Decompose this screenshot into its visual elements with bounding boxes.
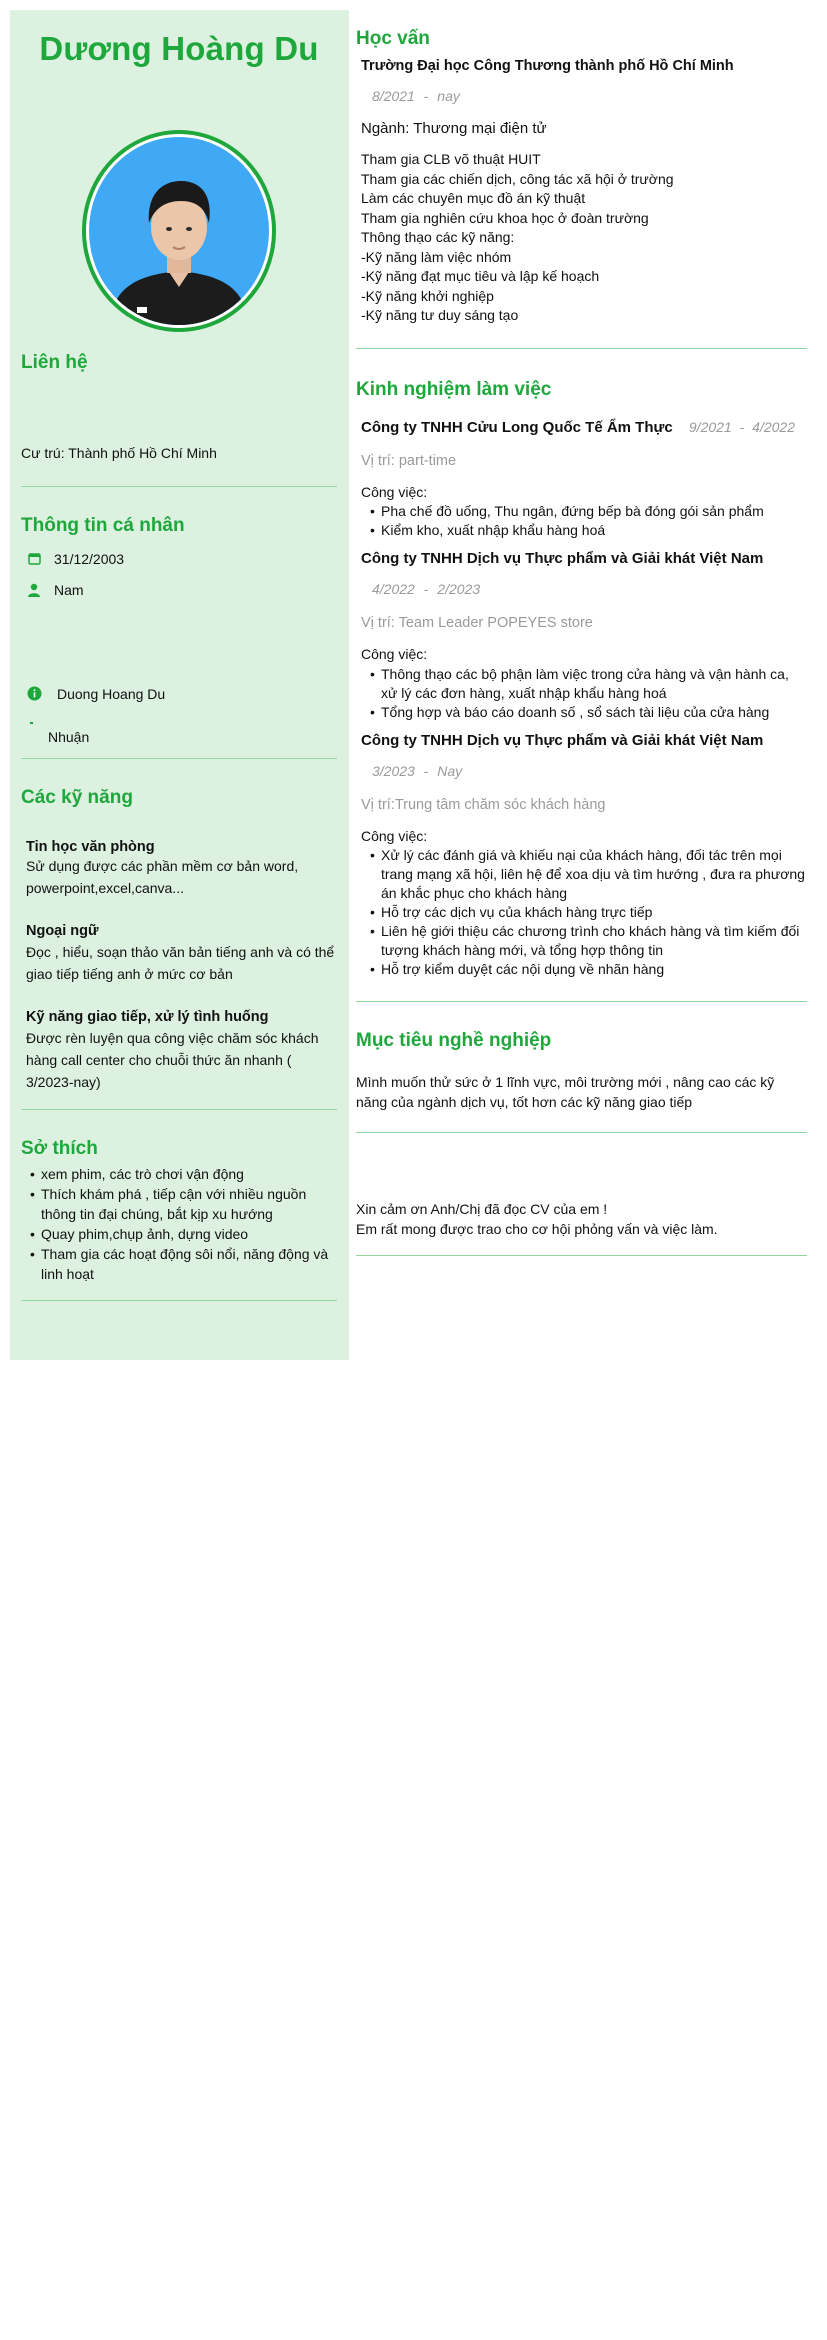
profile-photo: [89, 137, 269, 325]
date-end: nay: [437, 88, 460, 104]
job-position: Vị trí: Team Leader POPEYES store: [361, 615, 593, 631]
calendar-icon: [26, 551, 42, 567]
company-name: Công ty TNHH Dịch vụ Thực phẩm và Giải khát Việt Nam: [361, 550, 764, 567]
job-position: Vị trí: part-time: [361, 452, 457, 469]
contact-title: Liên hệ: [21, 352, 88, 373]
skill-name: Ngoại ngữ: [26, 922, 99, 939]
date-end: Nay: [437, 762, 463, 779]
dot-icon: [24, 716, 40, 732]
education-lines: [356, 150, 807, 326]
job-dates: [361, 581, 807, 597]
major: Ngành: Thương mại điện tử: [361, 120, 547, 137]
job-dates: [689, 419, 795, 436]
education-line: -Kỹ năng làm việc nhóm: [361, 248, 512, 265]
main-content: [356, 0, 807, 1256]
date-sep: -: [423, 762, 429, 779]
birthday: 31/12/2003: [54, 550, 125, 567]
list-item: • Quay phim,chụp ảnh, dựng video: [21, 1224, 337, 1244]
education-line: Làm các chuyên mục đồ án kỹ thuật: [361, 190, 586, 206]
divider: [21, 486, 337, 487]
date-start: 3/2023: [372, 762, 415, 779]
list-item: • Thông thạo các bộ phận làm việc trong cửa hàng và vận hành ca, xử lý các đơn hàng, xuất nhập khẩu hàng hoá: [361, 665, 807, 703]
task-list: [361, 846, 807, 979]
experience-title: Kinh nghiệm làm việc: [356, 378, 552, 400]
skill-name: Kỹ năng giao tiếp, xử lý tình huống: [26, 1008, 269, 1025]
skill-desc: Được rèn luyện qua công việc chăm sóc khách hàng call center cho chuỗi thức ăn nhanh ( 3/2023-nay): [26, 1029, 319, 1090]
list-item: • Thích khám phá , tiếp cận với nhiều nguồn thông tin đại chúng, bắt kịp xu hướng: [21, 1184, 337, 1224]
divider: [21, 758, 337, 759]
education-line: Tham gia nghiên cứu khoa học ở đoàn trường: [361, 209, 649, 226]
education-line: -Kỹ năng đạt mục tiêu và lập kế hoạch: [361, 268, 600, 284]
gender: Nam: [54, 581, 84, 598]
list-item: • Pha chế đồ uống, Thu ngân, đứng bếp bà đóng gói sản phẩm: [361, 502, 807, 521]
avatar: [82, 130, 276, 332]
facebook-row: [21, 686, 337, 702]
job-position: Vị trí:Trung tâm chăm sóc khách hàng: [361, 796, 606, 813]
skills-title: Các kỹ năng: [21, 786, 133, 808]
other-row: [21, 722, 337, 746]
list-item: • Hỗ trợ các dịch vụ của khách hàng trực tiếp: [361, 903, 807, 922]
education-line: -Kỹ năng tư duy sáng tạo: [361, 307, 519, 323]
personal-title: Thông tin cá nhân: [21, 514, 185, 536]
task-list: [361, 665, 807, 722]
list-item: • Tổng hợp và báo cáo doanh số , sổ sách tài liệu của cửa hàng: [361, 703, 807, 722]
person-icon: [26, 582, 42, 598]
work-label: Công việc:: [361, 827, 428, 844]
hobbies-list: [21, 1164, 337, 1284]
goal-text: Mình muốn thử sức ở 1 lĩnh vực, môi trường mới , nâng cao các kỹ năng của ngành dịch vụ, tốt hơn các kỹ năng giao tiếp: [356, 1074, 775, 1110]
education-line: Thông thạo các kỹ năng:: [361, 229, 515, 245]
divider: [356, 1001, 807, 1002]
job-item: [356, 419, 807, 541]
school-name: Trường Đại học Công Thương thành phố Hồ Chí Minh: [361, 58, 734, 74]
hobbies-title: Sở thích: [21, 1137, 98, 1159]
skill-desc: Sử dụng được các phần mềm cơ bản word, powerpoint,excel,canva...: [26, 857, 299, 896]
date-end: 4/2022: [752, 418, 795, 435]
date-end: 2/2023: [437, 581, 481, 597]
skill-item: [21, 923, 337, 985]
avatar-wrap: [21, 130, 337, 332]
job-item: [356, 550, 807, 722]
job-dates: [361, 763, 807, 779]
skill-item: [21, 1009, 337, 1093]
education-title: Học vấn: [356, 28, 430, 49]
date-sep: -: [423, 88, 429, 104]
list-item: • xem phim, các trò chơi vận động: [21, 1164, 337, 1184]
education-line: -Kỹ năng khởi nghiệp: [361, 287, 494, 304]
list-item: • Liên hệ giới thiệu các chương trình cho khách hàng và tìm kiếm đối tượng khách hàng mới, và tổng hợp thông tin: [361, 922, 807, 960]
info-icon: [26, 686, 42, 702]
education-line: Tham gia CLB võ thuật HUIT: [361, 151, 541, 167]
task-list: [361, 502, 807, 540]
work-label: Công việc:: [361, 646, 428, 662]
divider: [356, 348, 807, 349]
company-name: Công ty TNHH Cửu Long Quốc Tế Ẩm Thực: [361, 418, 673, 436]
date-start: 4/2022: [372, 581, 415, 597]
divider: [356, 1132, 807, 1133]
facebook-name[interactable]: Duong Hoang Du: [57, 685, 166, 702]
education-dates: [356, 88, 807, 104]
closing-line-2: Em rất mong được trao cho cơ hội phỏng vấn và việc làm.: [356, 1221, 718, 1237]
job-item: [356, 732, 807, 980]
skill-name: Tin học văn phòng: [26, 838, 155, 855]
divider: [21, 1300, 337, 1301]
closing-line-1: Xin cảm ơn Anh/Chị đã đọc CV của em !: [356, 1201, 608, 1217]
contact-address: Cư trú: Thành phố Hồ Chí Minh: [21, 445, 217, 461]
goal-title: Mục tiêu nghề nghiệp: [356, 1030, 552, 1051]
list-item: • Hỗ trợ kiểm duyệt các nội dụng về nhãn hàng: [361, 960, 807, 979]
birthday-row: [21, 551, 337, 567]
date-start: 8/2021: [372, 88, 415, 104]
skill-desc: Đọc , hiểu, soạn thảo văn bản tiếng anh và có thể giao tiếp tiếng anh ở mức cơ bản: [26, 943, 335, 982]
divider: [356, 1255, 807, 1256]
company-name: Công ty TNHH Dịch vụ Thực phẩm và Giải khát Việt Nam: [361, 731, 764, 749]
skill-item: [21, 839, 337, 899]
other-info: Nhuận: [48, 728, 90, 745]
job-header: [361, 419, 807, 436]
divider: [21, 1109, 337, 1110]
education-line: Tham gia các chiến dịch, công tác xã hội ở trường: [361, 170, 674, 187]
date-start: 9/2021: [688, 418, 732, 435]
sidebar: [10, 10, 349, 1360]
candidate-name: Dương Hoàng Du: [39, 30, 319, 67]
work-label: Công việc:: [361, 483, 428, 500]
list-item: • Xử lý các đánh giá và khiếu nại của khách hàng, đối tác trên mọi trang mạng xã hội, liên hệ để xoa dịu và tìm hướng , đưa ra phương án khắc phục cho khách hàng: [361, 846, 807, 903]
gender-row: [21, 582, 337, 598]
list-item: • Tham gia các hoạt động sôi nổi, năng động và linh hoạt: [21, 1244, 337, 1284]
list-item: • Kiểm kho, xuất nhập khẩu hàng hoá: [361, 521, 807, 540]
date-sep: -: [739, 418, 745, 435]
date-sep: -: [423, 581, 429, 597]
